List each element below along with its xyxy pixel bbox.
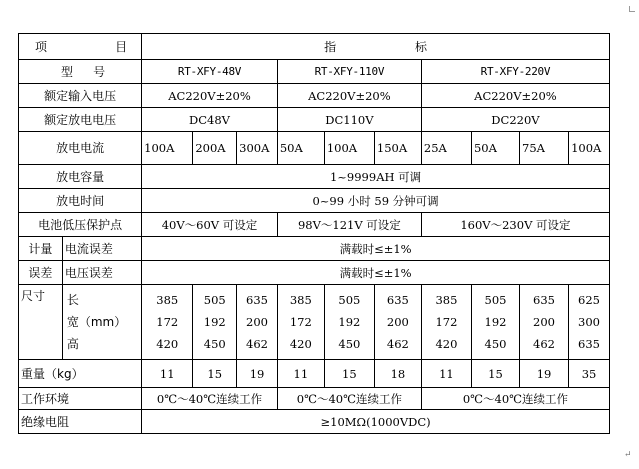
discharge-current-value: 300A bbox=[237, 132, 278, 165]
environment-220v: 0℃～40℃连续工作 bbox=[421, 388, 609, 410]
size-length: 505 bbox=[338, 293, 361, 307]
weight-label: 重量（kg） bbox=[19, 360, 142, 388]
environment-label: 工作环境 bbox=[19, 388, 142, 410]
size-width: 192 bbox=[203, 315, 226, 329]
voltage-error-value: 满载时≤±1% bbox=[142, 261, 610, 285]
weight-row bbox=[19, 360, 610, 388]
current-error-value: 满载时≤±1% bbox=[142, 237, 610, 261]
metering-label-top: 计量 bbox=[19, 237, 63, 261]
size-length: 625 bbox=[578, 293, 600, 307]
environment-row bbox=[19, 388, 610, 410]
discharge-current-value: 25A bbox=[421, 132, 471, 165]
size-height: 450 bbox=[484, 337, 507, 351]
size-height: 462 bbox=[246, 337, 268, 351]
spec-table bbox=[18, 33, 610, 434]
size-height-label: 高 bbox=[66, 337, 79, 351]
header-row bbox=[19, 34, 610, 60]
current-error-label: 电流误差 bbox=[62, 237, 141, 261]
capacity-label: 放电容量 bbox=[19, 165, 142, 189]
size-column bbox=[142, 285, 193, 360]
size-column bbox=[569, 285, 610, 360]
model-110v: RT-XFY-110V bbox=[277, 60, 421, 84]
size-width: 172 bbox=[156, 315, 179, 329]
size-height: 462 bbox=[533, 337, 555, 351]
insulation-label: 绝缘电阻 bbox=[19, 410, 142, 434]
weight-value: 15 bbox=[324, 360, 374, 388]
discharge-current-value: 100A bbox=[324, 132, 374, 165]
weight-value: 35 bbox=[569, 360, 610, 388]
weight-value: 11 bbox=[142, 360, 193, 388]
current-error-row bbox=[19, 237, 610, 261]
discharge-current-row bbox=[19, 132, 610, 165]
size-height: 635 bbox=[578, 337, 600, 351]
discharge-voltage-row bbox=[19, 108, 610, 132]
size-length: 635 bbox=[533, 293, 555, 307]
size-width: 192 bbox=[338, 315, 361, 329]
low-voltage-protect-110v: 98V～121V 可设定 bbox=[277, 213, 421, 237]
discharge-current-label: 放电电流 bbox=[19, 132, 142, 165]
discharge-current-value: 50A bbox=[471, 132, 519, 165]
size-height: 462 bbox=[386, 337, 409, 351]
model-220v: RT-XFY-220V bbox=[421, 60, 609, 84]
discharge-time-value: 0~99 小时 59 分钟可调 bbox=[142, 189, 610, 213]
paragraph-return-mark: ↵ bbox=[624, 450, 632, 460]
discharge-voltage-48v: DC48V bbox=[142, 108, 278, 132]
discharge-current-value: 50A bbox=[277, 132, 324, 165]
page-corner-mark bbox=[629, 6, 635, 12]
weight-value: 18 bbox=[374, 360, 421, 388]
size-height: 420 bbox=[156, 337, 179, 351]
weight-value: 11 bbox=[421, 360, 471, 388]
environment-48v: 0℃～40℃连续工作 bbox=[142, 388, 278, 410]
discharge-voltage-label: 额定放电电压 bbox=[19, 108, 142, 132]
input-voltage-label: 额定输入电压 bbox=[19, 84, 142, 108]
header-spec-cell: 指 标 bbox=[142, 34, 610, 60]
environment-110v: 0℃～40℃连续工作 bbox=[277, 388, 421, 410]
discharge-current-value: 100A bbox=[142, 132, 193, 165]
size-column bbox=[374, 285, 421, 360]
size-length: 385 bbox=[156, 293, 179, 307]
size-height: 450 bbox=[203, 337, 226, 351]
size-width: 192 bbox=[484, 315, 507, 329]
size-sub-labels bbox=[62, 285, 141, 360]
size-column bbox=[193, 285, 237, 360]
model-label: 型 号 bbox=[19, 60, 142, 84]
header-item-cell: 项 目 bbox=[19, 34, 142, 60]
input-voltage-110v: AC220V±20% bbox=[277, 84, 421, 108]
discharge-current-value: 75A bbox=[520, 132, 569, 165]
low-voltage-protect-48v: 40V～60V 可设定 bbox=[142, 213, 278, 237]
low-voltage-protect-label: 电池低压保护点 bbox=[19, 213, 142, 237]
input-voltage-220v: AC220V±20% bbox=[421, 84, 609, 108]
size-length: 505 bbox=[484, 293, 507, 307]
voltage-error-label: 电压误差 bbox=[62, 261, 141, 285]
capacity-value: 1~9999AH 可调 bbox=[142, 165, 610, 189]
size-width: 172 bbox=[435, 315, 458, 329]
size-height: 450 bbox=[338, 337, 361, 351]
size-length-label: 长 bbox=[66, 293, 79, 307]
weight-value: 19 bbox=[520, 360, 569, 388]
input-voltage-row bbox=[19, 84, 610, 108]
capacity-row bbox=[19, 165, 610, 189]
weight-value: 11 bbox=[277, 360, 324, 388]
discharge-time-row bbox=[19, 189, 610, 213]
size-width: 200 bbox=[246, 315, 268, 329]
size-label: 尺寸 bbox=[19, 285, 63, 360]
low-voltage-protect-220v: 160V～230V 可设定 bbox=[421, 213, 609, 237]
voltage-error-row bbox=[19, 261, 610, 285]
size-column bbox=[471, 285, 519, 360]
discharge-current-value: 150A bbox=[374, 132, 421, 165]
size-row bbox=[19, 285, 610, 360]
discharge-voltage-220v: DC220V bbox=[421, 108, 609, 132]
weight-value: 19 bbox=[237, 360, 278, 388]
size-length: 385 bbox=[289, 293, 312, 307]
size-length: 505 bbox=[203, 293, 226, 307]
size-length: 385 bbox=[435, 293, 458, 307]
size-column bbox=[237, 285, 278, 360]
size-column bbox=[277, 285, 324, 360]
insulation-value: ≥10MΩ(1000VDC) bbox=[142, 410, 610, 434]
weight-value: 15 bbox=[193, 360, 237, 388]
size-length: 635 bbox=[386, 293, 409, 307]
size-width-label: 宽（mm） bbox=[66, 315, 127, 329]
discharge-current-value: 100A bbox=[569, 132, 610, 165]
discharge-time-label: 放电时间 bbox=[19, 189, 142, 213]
metering-label-bottom: 误差 bbox=[19, 261, 63, 285]
insulation-row bbox=[19, 410, 610, 434]
size-height: 420 bbox=[435, 337, 458, 351]
model-48v: RT-XFY-48V bbox=[142, 60, 278, 84]
weight-value: 15 bbox=[471, 360, 519, 388]
size-width: 172 bbox=[289, 315, 312, 329]
size-width: 200 bbox=[533, 315, 555, 329]
input-voltage-48v: AC220V±20% bbox=[142, 84, 278, 108]
size-length: 635 bbox=[246, 293, 268, 307]
size-column bbox=[324, 285, 374, 360]
size-width: 200 bbox=[386, 315, 409, 329]
low-voltage-protect-row bbox=[19, 213, 610, 237]
discharge-voltage-110v: DC110V bbox=[277, 108, 421, 132]
model-row bbox=[19, 60, 610, 84]
size-width: 300 bbox=[578, 315, 600, 329]
size-height: 420 bbox=[289, 337, 312, 351]
discharge-current-value: 200A bbox=[193, 132, 237, 165]
size-column bbox=[421, 285, 471, 360]
size-column bbox=[520, 285, 569, 360]
